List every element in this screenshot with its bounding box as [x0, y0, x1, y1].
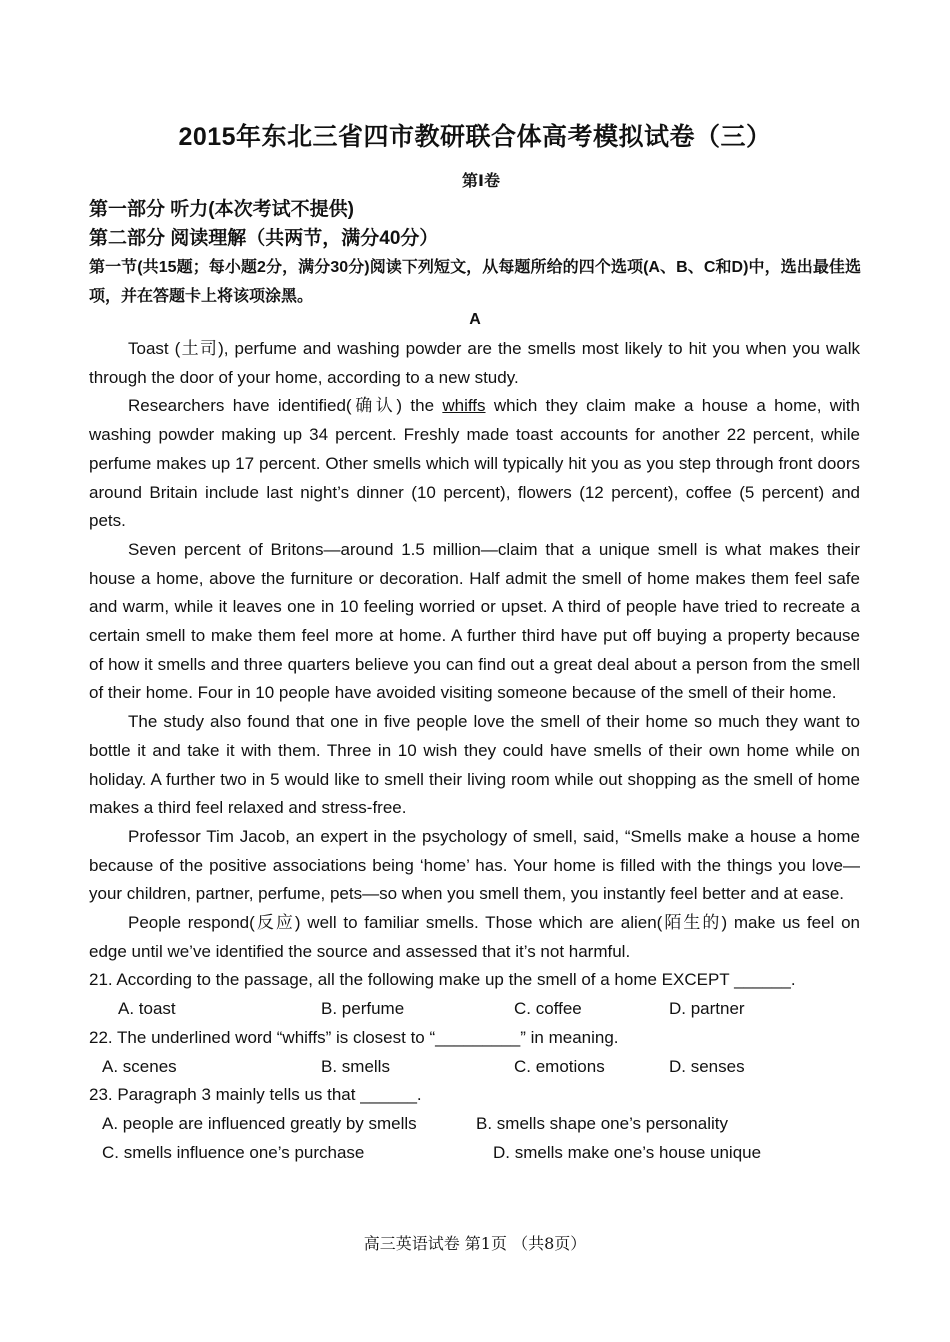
- page-footer: 高三英语试卷 第1页 （共8页）: [363, 1234, 587, 1253]
- paragraph-2-start: Researchers have identified(确认) the: [128, 396, 443, 416]
- option-c: C. smells influence one’s purchase: [102, 1142, 365, 1162]
- option-d: D. partner: [669, 999, 745, 1019]
- underlined-word: whiffs: [442, 396, 486, 416]
- paragraph-3: Seven percent of Britons—around 1.5 million—claim that a unique smell is what makes their house a home, above the furniture or decoration. Half admit the smell of home makes them feel safe and warm, while it leaves one in 10 feeling worried or upset. A third of people have tried to recreate a certain smell to make them feel more at home. A further third have put off buying a property because of how it smells and three quarters believe you can find out a great deal about a person from the smell of their home. Four in 10 people have avoided visiting someone because of the smell of their home.: [89, 539, 860, 703]
- paragraph-2-rest: which they claim make a house a home, with washing powder making up 34 percent. Freshly made toast accounts for another 22 percent, while perfume makes up 17 percent. Other smells which will typically hit you as you step through front doors around Britain include last night’s dinner (10 percent), flowers (12 percent), coffee (5 percent) and pets.: [89, 396, 860, 531]
- question-22-options: [89, 1053, 860, 1082]
- option-c: C. coffee: [514, 999, 582, 1019]
- question-21: 21. According to the passage, all the following make up the smell of a home EXCEPT ______.: [89, 970, 796, 990]
- option-b: B. smells shape one’s personality: [476, 1113, 728, 1133]
- question-21-options: [89, 995, 860, 1024]
- question-23-options-row2: [89, 1139, 860, 1168]
- section1-instructions: 第一节(共15题；每小题2分，满分30分)阅读下列短文，从每题所给的四个选项(A、B、C和D)中，选出最佳选项，并在答题卡上将该项涂黑。: [89, 259, 861, 305]
- option-a: A. toast: [118, 999, 176, 1019]
- option-a: A. people are influenced greatly by smells: [102, 1113, 417, 1133]
- question-22: 22. The underlined word “whiffs” is closest to “_________” in meaning.: [89, 1027, 619, 1047]
- option-a: A. scenes: [102, 1056, 177, 1076]
- part1-heading: 第一部分 听力(本次考试不提供): [89, 199, 354, 220]
- option-b: B. smells: [321, 1056, 390, 1076]
- paragraph-5: Professor Tim Jacob, an expert in the psychology of smell, said, “Smells make a house a home because of the positive associations being ‘home’ has. Your home is filled with the things you love—your children, partner, perfume, pets—so when you smell them, you instantly feel better and at ease.: [89, 826, 860, 904]
- paragraph-1: Toast (土司), perfume and washing powder are the smells most likely to hit you when you walk through the door of your home, according to a new study.: [89, 339, 860, 387]
- option-b: B. perfume: [321, 999, 405, 1019]
- question-23: 23. Paragraph 3 mainly tells us that ______.: [89, 1085, 422, 1105]
- volume-label: 第Ⅰ卷: [462, 173, 500, 190]
- option-d: D. smells make one’s house unique: [493, 1142, 762, 1162]
- question-23-options-row1: [89, 1110, 860, 1139]
- passage-body: [89, 335, 860, 1167]
- part2-heading: 第二部分 阅读理解（共两节，满分40分）: [89, 228, 439, 249]
- paragraph-2: [89, 392, 860, 536]
- passage-label: A: [469, 311, 481, 328]
- paragraph-4: The study also found that one in five people love the smell of their home so much they want to bottle it and take it with them. Three in 10 wish they could have smells of their own home while on holiday. A further two in 5 would like to smell their living room while out shopping as the smell of home makes a third feel relaxed and stress-free.: [89, 712, 860, 818]
- option-c: C. emotions: [514, 1056, 605, 1076]
- paragraph-6: People respond(反应) well to familiar smells. Those which are alien(陌生的) make us feel on edge until we’ve identified the source and assessed that it’s not harmful.: [89, 913, 860, 961]
- option-d: D. senses: [669, 1056, 745, 1076]
- page-title: 2015年东北三省四市教研联合体高考模拟试卷（三）: [178, 123, 772, 151]
